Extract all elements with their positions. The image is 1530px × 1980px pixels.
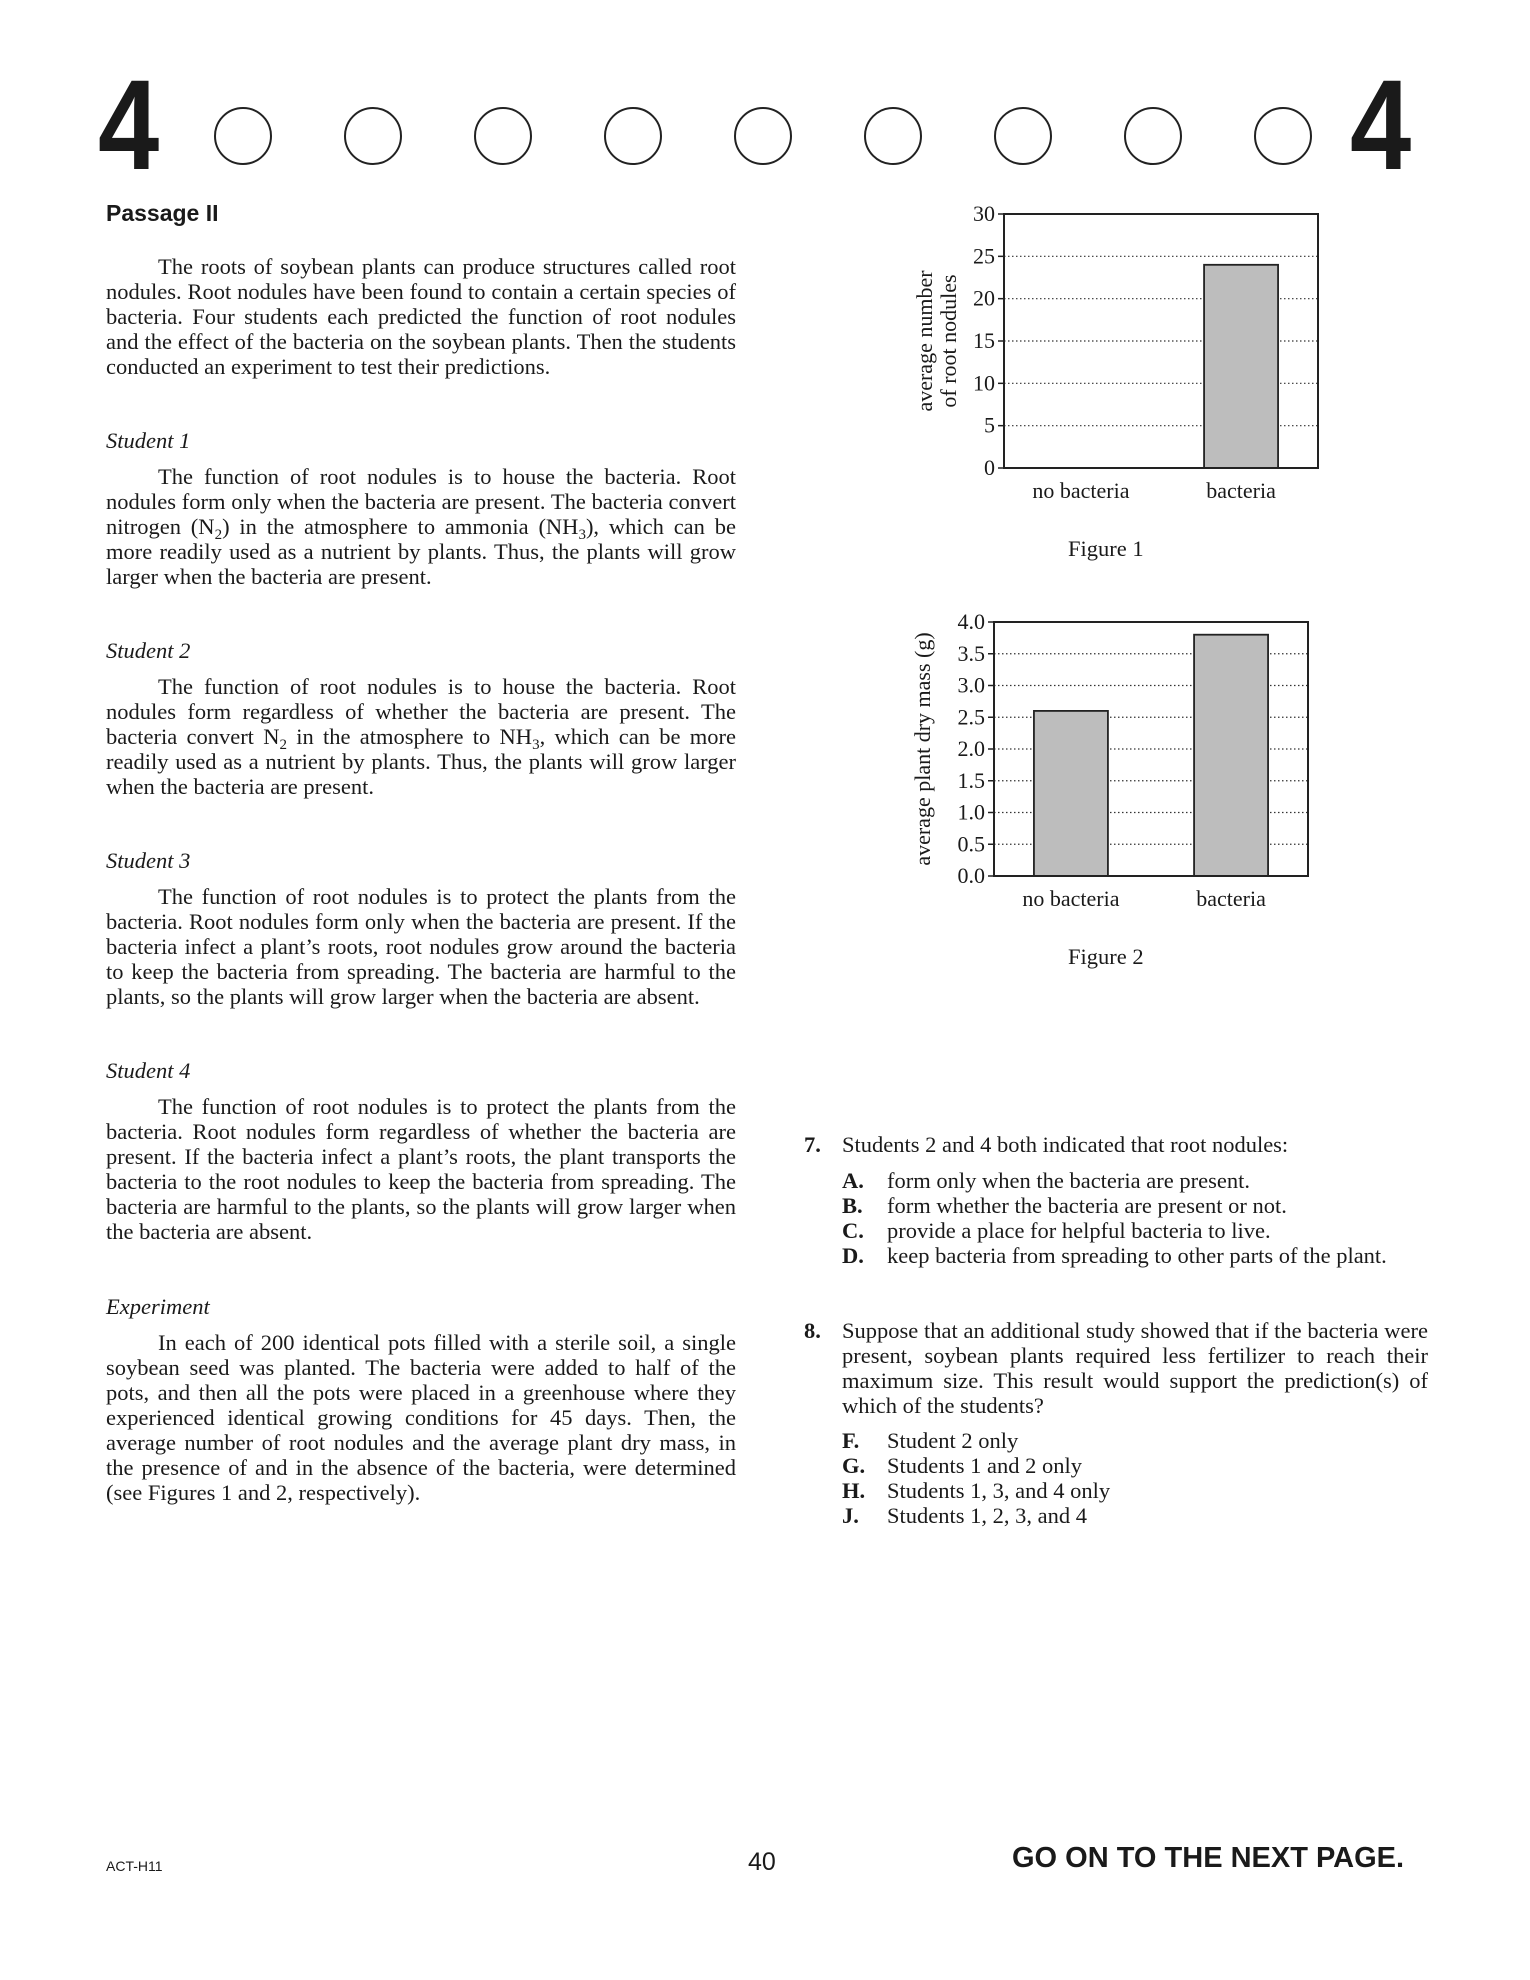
y-tick-label: 30: [973, 201, 995, 226]
y-axis-label: of root nodules: [936, 274, 961, 408]
experiment-heading: Experiment: [106, 1294, 210, 1319]
x-tick-label: bacteria: [1196, 886, 1266, 911]
y-tick-label: 0.5: [957, 831, 985, 857]
student-2-text: [106, 674, 736, 799]
student-4-text: [106, 1094, 736, 1244]
experiment-paragraph: In each of 200 identical pots filled with a sterile soil, a single soybean seed was planted. The bacteria were added to half of the pots, and then all the pots were placed in a greenhouse where they experienced identical growing conditions for 45 days. Then, the average number of root nodules and the average plant dry mass, in the presence of and in the absence of the bacteria, were determined (see Figures 1 and 2, respectively).: [106, 1330, 736, 1505]
bar: [1194, 635, 1268, 876]
student-2-text-a: The function of root nodules is to house the bacteria. Root nodules form regardless of whether the bacteria are present. The bacteria convert N: [106, 674, 736, 749]
option-letter: G.: [842, 1453, 866, 1478]
subscript: 3: [578, 527, 586, 543]
passage-title: Passage II: [106, 200, 219, 226]
student-3-text: [106, 884, 736, 1009]
bar: [1034, 711, 1108, 876]
decorative-circle: [604, 107, 662, 165]
figure-2-caption: Figure 2: [1068, 944, 1144, 969]
y-tick-label: 1.0: [957, 799, 985, 825]
student-3-paragraph: The function of root nodules is to protect the plants from the bacteria. Root nodules form only when the bacteria are present. If the bacteria infect a plant’s roots, root nodules grow around the bacteria to keep the bacteria from spreading. The bacteria are harmful to the plants, so the plants will grow larger when the bacteria are absent.: [106, 884, 736, 1009]
x-tick-label: no bacteria: [1022, 886, 1120, 911]
option-letter: F.: [842, 1428, 860, 1453]
y-tick-label: 20: [973, 285, 995, 311]
decorative-circle: [734, 107, 792, 165]
question-stem: Suppose that an additional study showed that if the bacteria were present, soybean plants required less fertilizer to reach their maximum size. This result would support the prediction(s) of which of the students?: [842, 1318, 1428, 1418]
student-1-text-a: The function of root nodules is to house the bacteria. Root nodules form only when the bacteria are present. The bacteria convert nitrogen (N: [106, 464, 736, 539]
student-2-heading: Student 2: [106, 638, 191, 663]
option-text: Students 1, 2, 3, and 4: [887, 1503, 1087, 1528]
page-number: 40: [748, 1848, 776, 1876]
decorative-circle: [994, 107, 1052, 165]
y-tick-label: 3.5: [957, 640, 985, 666]
go-on-next-page: GO ON TO THE NEXT PAGE.: [1012, 1842, 1405, 1874]
student-1-text: [106, 464, 736, 589]
option-letter: J.: [842, 1503, 859, 1528]
student-2-text-b: in the atmosphere to NH: [286, 724, 533, 749]
question-number: 8.: [804, 1318, 821, 1343]
decorative-circle: [1254, 107, 1312, 165]
option-letter: C.: [842, 1218, 864, 1243]
option-letter: B.: [842, 1193, 863, 1218]
y-tick-label: 0.0: [957, 863, 985, 888]
y-tick-label: 25: [973, 243, 995, 269]
y-tick-label: 15: [973, 328, 995, 353]
figure-2-chart: [890, 604, 1350, 924]
option-text: provide a place for helpful bacteria to live.: [887, 1218, 1271, 1243]
decorative-circle: [344, 107, 402, 165]
option-text: Students 1 and 2 only: [887, 1453, 1082, 1478]
decorative-circle: [1124, 107, 1182, 165]
figure-1-caption: Figure 1: [1068, 536, 1144, 561]
x-tick-label: no bacteria: [1032, 478, 1130, 503]
student-4-paragraph: The function of root nodules is to protect the plants from the bacteria. Root nodules form regardless of whether the bacteria are present. If the bacteria infect a plant’s roots, the plant transports the bacteria to the root nodules to keep the bacteria from spreading. The bacteria are harmful to the plants, so the plants will grow larger when the bacteria are absent.: [106, 1094, 736, 1244]
section-number-left: 4: [98, 54, 160, 197]
decorative-circle: [474, 107, 532, 165]
question-number: 7.: [804, 1132, 821, 1157]
y-axis-label: average number: [912, 270, 937, 412]
option-letter: D.: [842, 1243, 864, 1268]
decorative-circle: [214, 107, 272, 165]
student-2-text-c: , which can be more readily used as a nutrient by plants. Thus, the plants will grow larger when the bacteria are present.: [106, 724, 736, 799]
option-text: Student 2 only: [887, 1428, 1019, 1453]
y-tick-label: 3.0: [957, 672, 985, 698]
form-code: ACT-H11: [106, 1858, 163, 1874]
x-tick-label: bacteria: [1206, 478, 1276, 503]
option-text: form whether the bacteria are present or not.: [887, 1193, 1287, 1218]
option-letter: H.: [842, 1478, 866, 1503]
option-text: Students 1, 3, and 4 only: [887, 1478, 1111, 1503]
y-tick-label: 1.5: [957, 767, 985, 793]
y-tick-label: 2.0: [957, 736, 985, 761]
y-tick-label: 5: [984, 412, 995, 438]
question-stem: Students 2 and 4 both indicated that root nodules:: [842, 1132, 1289, 1157]
experiment-text: [106, 1330, 736, 1505]
subscript: 3: [532, 737, 540, 753]
student-4-heading: Student 4: [106, 1058, 191, 1083]
subscript: 2: [214, 527, 223, 543]
y-tick-label: 0: [984, 455, 995, 480]
bar: [1204, 265, 1278, 468]
student-1-text-c: ), which can be more readily used as a nutrient by plants. Thus, the plants will grow larger when the bacteria are present.: [106, 514, 736, 589]
student-3-heading: Student 3: [106, 848, 191, 873]
decorative-circle: [864, 107, 922, 165]
option-letter: A.: [842, 1168, 864, 1193]
student-1-text-b: ) in the atmosphere to ammonia (NH: [222, 514, 579, 539]
y-tick-label: 10: [973, 370, 995, 396]
passage-intro: [106, 254, 736, 379]
student-1-heading: Student 1: [106, 428, 191, 453]
figure-1-chart: [890, 196, 1350, 516]
subscript: 2: [279, 737, 287, 753]
intro-paragraph: The roots of soybean plants can produce structures called root nodules. Root nodules have been found to contain a certain species of bacteria. Four students each predicted the function of root nodules and the effect of the bacteria on the soybean plants. Then the students conducted an experiment to test their predictions.: [106, 254, 736, 379]
option-text: form only when the bacteria are present.: [887, 1168, 1250, 1193]
section-number-right: 4: [1350, 54, 1412, 197]
y-tick-label: 2.5: [957, 704, 985, 730]
y-tick-label: 4.0: [957, 609, 985, 634]
y-axis-label: average plant dry mass (g): [910, 632, 935, 866]
option-text: keep bacteria from spreading to other parts of the plant.: [887, 1243, 1387, 1268]
